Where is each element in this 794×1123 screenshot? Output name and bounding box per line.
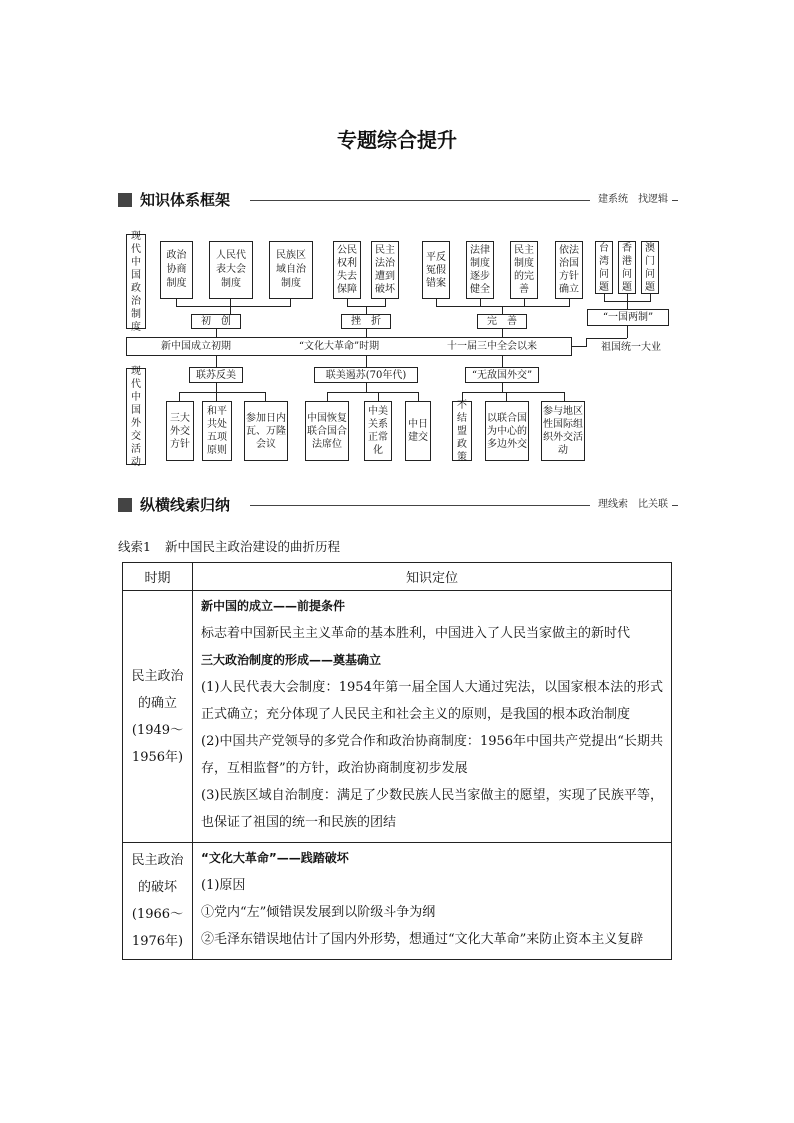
box-line: 化: [373, 445, 383, 456]
knowledge-subheading: 新中国的成立——前提条件: [201, 599, 346, 613]
char: 制: [131, 308, 141, 320]
table-row: [123, 843, 672, 960]
box-line: 失去: [337, 271, 357, 282]
section-subtitle: 理线索 比关联: [598, 499, 668, 510]
table-row: [123, 591, 672, 843]
box-line: 多边外交: [487, 438, 527, 450]
period-line: 的破坏: [137, 880, 177, 895]
column-header-knowledge: 知识定位: [193, 563, 672, 591]
box-line: 动: [558, 445, 568, 456]
char: 国: [131, 404, 141, 416]
box-line: 台: [599, 242, 609, 254]
diplomacy-box: [405, 401, 431, 461]
section-header-threads: [118, 495, 678, 515]
char: 治: [131, 295, 141, 307]
box-line: 问: [622, 268, 632, 280]
box-line: 民主: [375, 245, 395, 256]
char: 中: [131, 256, 141, 268]
box-line: 五项: [207, 432, 227, 443]
knowledge-cell: [193, 843, 672, 960]
box-line: 法治: [375, 258, 395, 269]
knowledge-text: (1)人民代表大会制度：1954年第一届全国人大通过宪法，以国家根本法的形式正式确立；充分体现了人民民主和社会主义的原则，是我国的根本政治制度: [201, 680, 663, 722]
thread-title: 新中国民主政治建设的曲折历程: [164, 539, 340, 554]
diplomacy-box: [485, 401, 529, 461]
section-square-icon: [118, 498, 132, 512]
box-line: 共处: [207, 419, 227, 430]
box-line: 制度: [221, 278, 241, 289]
box-line: 盟: [457, 425, 467, 437]
box-line: 平反: [426, 251, 446, 263]
box-line: 中国恢复: [307, 412, 347, 424]
concept-box: [595, 241, 613, 294]
box-line: 公民: [337, 245, 357, 256]
knowledge-text: (2)中国共产党领导的多党合作和政治协商制度：1956年中国共产党提出“长期共存，互相监督”的方针，政治协商制度初步发展: [201, 734, 663, 776]
box-line: 民主: [514, 245, 534, 256]
box-line: 协商: [166, 264, 187, 275]
concept-box: [160, 241, 193, 299]
concept-box: [618, 241, 636, 294]
box-line: 中日: [408, 419, 428, 430]
left-label-politics: [126, 230, 146, 333]
box-line: 依法: [559, 245, 579, 256]
char: 活: [131, 443, 141, 455]
box-line: 治国: [559, 258, 579, 269]
table-header-row: [123, 563, 672, 591]
box-line: 错案: [426, 277, 446, 289]
char: 国: [131, 269, 141, 281]
diplomacy-box: [452, 401, 472, 461]
knowledge-table: [122, 562, 672, 960]
box-line: 保障: [337, 284, 357, 295]
box-line: 制度: [166, 278, 187, 289]
divider: [672, 505, 678, 506]
section-subtitle: 建系统 找逻辑: [598, 194, 668, 205]
box-line: 冤假: [426, 264, 446, 276]
knowledge-text: ②毛泽东错误地估计了国内外形势，想通过“文化大革命”来防止资本主义复辟: [201, 932, 644, 947]
period-line: 的确立: [137, 695, 177, 711]
period-line: 民主政治: [131, 853, 184, 868]
knowledge-cell: [193, 591, 672, 843]
box-line: 制度: [514, 258, 534, 269]
timeline-bar: [126, 337, 572, 356]
box-line: 法席位: [312, 438, 342, 450]
box-line: 方针: [170, 438, 190, 450]
box-line: 门: [645, 255, 655, 267]
concept-box: [209, 241, 253, 299]
box-line: 的完: [514, 271, 534, 282]
char: 现: [131, 230, 141, 242]
char: 交: [131, 430, 141, 442]
box-line: 逐步: [470, 271, 490, 282]
box-line: 遭到: [375, 271, 395, 282]
box-line: 建交: [408, 432, 428, 443]
period-line: (1966～: [131, 907, 184, 922]
diplomacy-stage-label: 联美遏苏(70年代): [314, 367, 418, 383]
timeline-period: 新中国成立初期: [160, 341, 231, 352]
box-line: 题: [599, 281, 609, 293]
diplomacy-box: [541, 401, 585, 461]
box-line: 关系: [368, 419, 388, 430]
diplomacy-box: [305, 401, 349, 461]
thread-heading: [118, 537, 340, 555]
concept-box: [555, 241, 583, 299]
box-line: 参加日内: [246, 412, 286, 424]
timeline-period: “文化大革命”时期: [298, 341, 380, 352]
box-line: 三大: [170, 412, 190, 424]
char: 中: [131, 391, 141, 403]
box-line: 中美: [368, 406, 388, 417]
concept-box: [422, 241, 450, 299]
knowledge-subheading: “文化大革命”——践踏破坏: [201, 851, 349, 865]
box-line: 织外交活: [543, 432, 583, 443]
box-line: 和平: [207, 406, 227, 417]
box-line: 性国际组: [543, 419, 583, 430]
box-line: 原则: [207, 445, 227, 456]
stage-label: 初 创: [191, 314, 241, 329]
national-unification-label: 祖国统一大业: [590, 339, 672, 355]
box-line: 参与地区: [543, 406, 583, 417]
knowledge-text: 标志着中国新民主主义革命的基本胜利，中国进入了人民当家做主的新时代: [201, 626, 631, 641]
period-line: 民主政治: [131, 668, 184, 684]
divider: [250, 505, 590, 506]
diplomacy-box: [364, 401, 392, 461]
box-line: 外交: [170, 425, 190, 437]
concept-box: [333, 241, 361, 299]
box-line: 法律: [470, 245, 490, 256]
knowledge-framework-diagram: [0, 0, 794, 480]
char: 外: [131, 417, 141, 429]
box-line: 会议: [256, 438, 276, 450]
box-line: 瓦、万隆: [246, 425, 286, 437]
box-line: 政治: [166, 250, 187, 261]
box-line: 方针: [559, 271, 579, 282]
period-line: 1956年): [131, 749, 184, 765]
box-line: 香: [622, 242, 632, 254]
period-cell: [123, 843, 193, 960]
box-line: 域自治: [276, 264, 306, 275]
box-line: 权利: [337, 258, 357, 269]
box-line: 制度: [470, 258, 490, 269]
box-line: 政: [457, 438, 467, 450]
section-title: 纵横线索归纳: [140, 496, 231, 514]
knowledge-text: (3)民族区域自治制度：满足了少数民族人民当家做主的愿望，实现了民族平等，也保证了祖国的统一和民族的团结: [201, 788, 663, 830]
box-line: 联合国合: [307, 425, 347, 437]
char: 代: [131, 378, 141, 390]
box-line: 健全: [470, 284, 490, 295]
box-line: 问: [645, 268, 655, 280]
box-line: 制度: [281, 278, 301, 289]
box-line: 湾: [599, 255, 609, 267]
char: 现: [131, 365, 141, 377]
concept-box: [371, 241, 399, 299]
char: 代: [131, 243, 141, 255]
box-line: 策: [457, 451, 467, 463]
period-line: 1976年): [131, 934, 184, 949]
page-title: 专题综合提升: [337, 128, 457, 152]
box-line: 确立: [559, 284, 579, 295]
box-line: 表大会: [216, 264, 246, 275]
diplomacy-stage-label: “无敌国外交”: [465, 367, 539, 383]
box-line: 问: [599, 268, 609, 280]
box-line: 不: [457, 399, 467, 411]
timeline-period: 十一届三中全会以来: [447, 341, 538, 352]
concept-box: [269, 241, 313, 299]
box-line: 正常: [368, 432, 388, 443]
thread-number: 线索1: [118, 539, 151, 554]
box-line: 民族区: [276, 250, 306, 261]
knowledge-text: ①党内“左”倾错误发展到以阶级斗争为纲: [201, 905, 436, 920]
box-line: 结: [457, 412, 467, 424]
left-label-diplomacy: [126, 365, 146, 468]
char: 动: [131, 456, 141, 468]
box-line: 为中心的: [487, 425, 527, 437]
stage-label: 挫 折: [341, 314, 391, 329]
char: 政: [131, 282, 141, 294]
diplomacy-stage-label: 联苏反美: [189, 367, 243, 383]
column-header-period: 时期: [123, 563, 193, 591]
box-line: 题: [622, 281, 632, 293]
diplomacy-box: [166, 401, 194, 461]
box-line: 人民代: [216, 250, 246, 261]
char: 度: [131, 321, 141, 333]
period-line: (1949～: [131, 722, 184, 738]
concept-box: [466, 241, 494, 299]
one-country-two-systems: “一国两制”: [587, 309, 669, 326]
box-line: 题: [645, 281, 655, 293]
stage-label: 完 善: [477, 314, 527, 329]
knowledge-subheading: 三大政治制度的形成——奠基确立: [201, 653, 382, 667]
diplomacy-box: [244, 401, 288, 461]
concept-box: [510, 241, 538, 299]
box-line: 善: [519, 284, 529, 295]
box-line: 破坏: [375, 284, 395, 295]
box-line: 港: [622, 255, 632, 267]
box-line: 以联合国: [487, 412, 527, 424]
diplomacy-box: [202, 401, 232, 461]
period-cell: [123, 591, 193, 843]
concept-box: [641, 241, 659, 294]
knowledge-text: (1)原因: [201, 878, 246, 893]
box-line: 澳: [645, 242, 655, 254]
section-title: 知识体系框架: [140, 191, 231, 209]
